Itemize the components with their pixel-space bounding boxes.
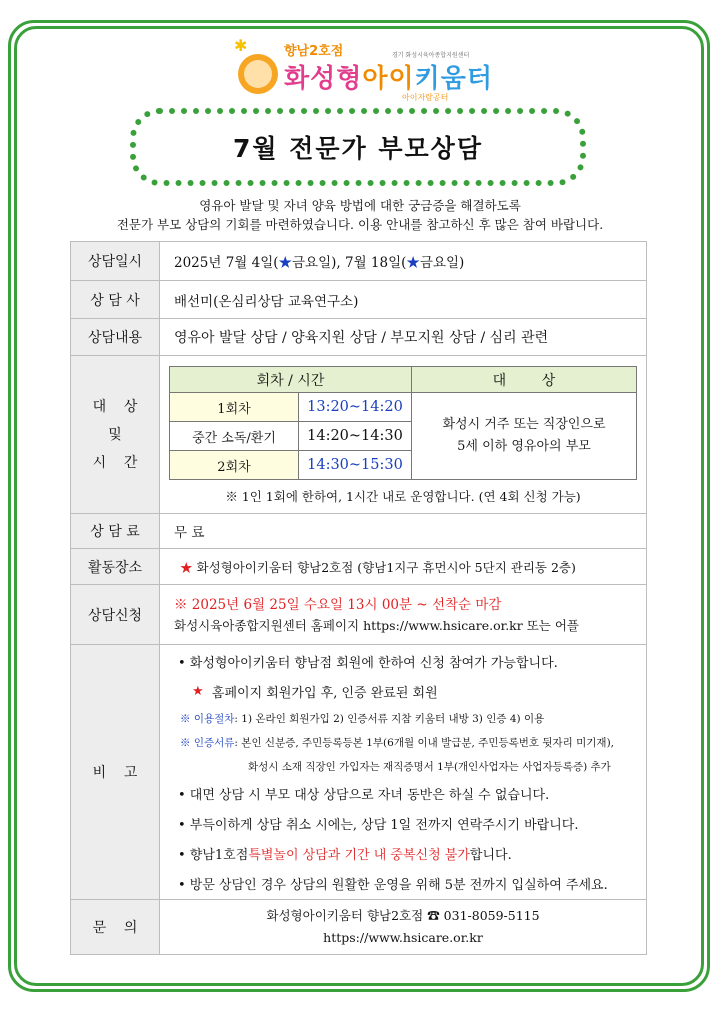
logo-name: 화성형아이키움터 — [284, 64, 493, 94]
star-icon: ★ — [180, 559, 193, 575]
remark-item: ※ 인증서류 : 본인 신분증, 주민등록등본 1부(6개월 이내 발급분, 주민등록번호 뒷자리 미기재), — [180, 736, 614, 749]
remark-item: • 대면 상담 시 부모 대상 상담으로 자녀 동반은 하실 수 없습니다. — [178, 787, 550, 803]
remark-item: • 방문 상담인 경우 상담의 원활한 운영을 위해 5분 전까지 입실하여 주세요. — [178, 877, 608, 893]
session-name: 중간 소독/환기 — [170, 422, 299, 451]
row-fee — [71, 514, 647, 549]
value-date: 2025년 7월 4일(★금요일), 7월 18일(★금요일) — [160, 242, 647, 281]
remark-item: • 부득이하게 상담 취소 시에는, 상담 1일 전까지 연락주시기 바랍니다. — [178, 817, 579, 833]
row-content — [71, 319, 647, 356]
row-apply — [71, 585, 647, 645]
value-remarks — [160, 645, 647, 900]
apply-method: 화성시육아종합지원센터 홈페이지 https://www.hsicare.or.kr 또는 어플 — [174, 617, 579, 633]
session-name: 1회차 — [170, 393, 299, 422]
row-contact — [71, 900, 647, 955]
label-counselor: 상 담 사 — [71, 281, 160, 319]
value-contact — [160, 900, 647, 955]
star-icon: ✱ — [234, 36, 248, 55]
child-face-icon — [238, 54, 278, 94]
contact-website: https://www.hsicare.or.kr — [323, 930, 483, 945]
value-target-time — [160, 356, 647, 514]
intro-line-2: 전문가 부모 상담의 기회를 마련하였습니다. 이용 안내를 참고하신 후 많은 참여 바랍니다. — [116, 217, 604, 232]
label-contact: 문 의 — [71, 900, 160, 955]
remark-item: ※ 이용절차 : 1) 온라인 회원가입 2) 인증서류 지참 키움터 내방 3) 인증 4) 이용 — [180, 712, 545, 725]
row-remarks — [71, 645, 647, 900]
remark-item: 화성시 소재 직장인 가입자는 재직증명서 1부(개인사업자는 사업자등록증) 추가 — [248, 760, 611, 773]
session-name: 2회차 — [170, 451, 299, 480]
info-table — [70, 241, 647, 955]
label-target-time: 대 상 및 시 간 — [71, 356, 160, 514]
target-description: 화성시 거주 또는 직장인으로 5세 이하 영유아의 부모 — [412, 393, 637, 480]
label-fee: 상 담 료 — [71, 514, 160, 549]
value-counselor: 배선미(온심리상담 교육연구소) — [160, 281, 647, 319]
header-session-time: 회차 / 시간 — [170, 367, 412, 393]
value-content: 영유아 발달 상담 / 양육지원 상담 / 부모지원 상담 / 심리 관련 — [160, 319, 647, 356]
row-date — [71, 242, 647, 281]
session-time: 13:20~14:20 — [299, 393, 412, 422]
row-target-time — [71, 356, 647, 514]
logo-branch: 향남2호점 — [284, 44, 344, 59]
remark-item: ★ 홈페이지 회원가입 후, 인증 완료된 회원 — [192, 683, 438, 701]
label-apply: 상담신청 — [71, 585, 160, 645]
value-place: ★ 화성형아이키움터 향남2호점 (향남1지구 휴먼시아 5단지 관리동 2층) — [160, 549, 647, 585]
intro-line-1: 영유아 발달 및 자녀 양육 방법에 대한 궁금증을 해결하도록 — [199, 198, 521, 213]
page-title: 7월 전문가 부모상담 — [232, 134, 483, 163]
row-counselor — [71, 281, 647, 319]
header-target: 대 상 — [412, 367, 637, 393]
session-time: 14:30~15:30 — [299, 451, 412, 480]
star-icon: ★ — [192, 683, 204, 699]
logo-center-name: 경기 화성시육아종합지원센터 — [392, 52, 470, 59]
row-place — [71, 549, 647, 585]
star-icon: ★ — [406, 255, 420, 271]
remark-item: • 향남1호점 특별놀이 상담과 기간 내 중복신청 불가 합니다. — [178, 847, 512, 863]
remark-item: • 화성형아이키움터 향남점 회원에 한하여 신청 참여가 가능합니다. — [178, 655, 558, 671]
label-place: 활동장소 — [71, 549, 160, 585]
label-remarks: 비 고 — [71, 645, 160, 900]
session-time: 14:20~14:30 — [299, 422, 412, 451]
value-fee: 무 료 — [160, 514, 647, 549]
logo-subtitle: 아이자람공터 — [402, 93, 449, 102]
session-note: ※ 1인 1회에 한하여, 1시간 내로 운영합니다. (연 4회 신청 가능) — [225, 489, 581, 504]
label-date: 상담일시 — [71, 242, 160, 281]
session-table — [169, 366, 637, 480]
label-content: 상담내용 — [71, 319, 160, 356]
logo — [232, 38, 492, 104]
contact-phone: 화성형아이키움터 향남2호점 ☎ 031-8059-5115 — [266, 908, 540, 923]
apply-deadline: ※ 2025년 6월 25일 수요일 13시 00분 ~ 선착순 마감 — [174, 596, 502, 613]
title-box — [130, 108, 586, 186]
value-apply — [160, 585, 647, 645]
star-icon: ★ — [278, 255, 293, 271]
